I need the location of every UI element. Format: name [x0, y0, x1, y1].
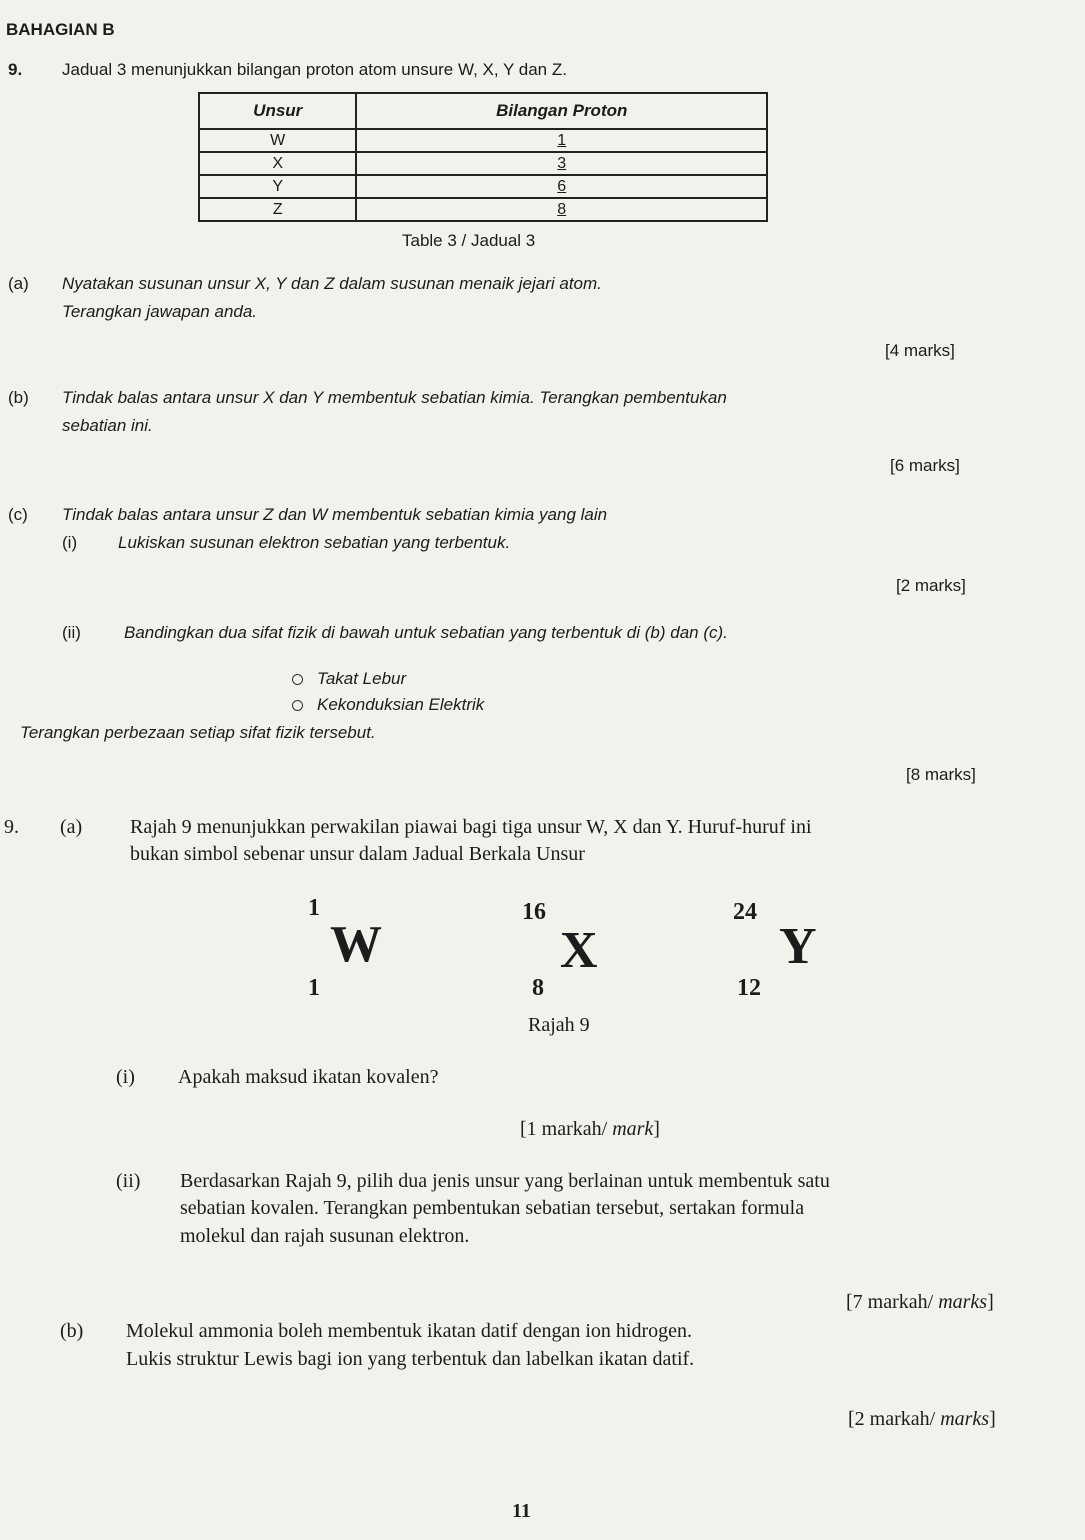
question-number: 9.	[4, 816, 19, 838]
part-cii-explain: Terangkan perbezaan setiap sifat fizik tersebut.	[20, 723, 376, 742]
question-number: 9.	[8, 60, 23, 79]
table-cell: Y	[199, 175, 356, 198]
part-a-label: (a)	[8, 274, 29, 293]
part-i-text: Apakah maksud ikatan kovalen?	[178, 1066, 439, 1088]
part-ci-text: Lukiskan susunan elektron sebatian yang terbentuk.	[118, 533, 511, 552]
section-title: BAHAGIAN B	[6, 20, 115, 39]
part-a-text: bukan simbol sebenar unsur dalam Jadual Berkala Unsur	[130, 843, 585, 865]
table-header: Unsur	[199, 93, 356, 129]
part-a-text: Rajah 9 menunjukkan perwakilan piawai bagi tiga unsur W, X dan Y. Huruf-huruf ini	[130, 816, 812, 838]
table-row	[199, 152, 767, 175]
part-ii-text: molekul dan rajah susunan elektron.	[180, 1225, 470, 1247]
table-row	[199, 198, 767, 221]
part-ii-label: (ii)	[116, 1170, 141, 1192]
table-row	[199, 129, 767, 152]
marks: [2 markah/ marks]	[848, 1408, 996, 1430]
marks: [2 marks]	[896, 576, 966, 595]
part-b-label: (b)	[60, 1320, 84, 1342]
table-cell: Z	[199, 198, 356, 221]
part-a-text: Nyatakan susunan unsur X, Y dan Z dalam susunan menaik jejari atom.	[62, 274, 602, 293]
page-number: 11	[512, 1500, 531, 1522]
table-cell: W	[199, 129, 356, 152]
table-cell: 3	[356, 152, 767, 175]
part-a-text: Terangkan jawapan anda.	[62, 302, 258, 321]
table-cell: X	[199, 152, 356, 175]
marks: [7 markah/ marks]	[846, 1291, 994, 1313]
part-ci-label: (i)	[62, 533, 78, 552]
part-c-text: Tindak balas antara unsur Z dan W membentuk sebatian kimia yang lain	[62, 505, 608, 524]
table-cell: 8	[356, 198, 767, 221]
bullet-item: Takat Lebur	[292, 669, 406, 689]
part-cii-text: Bandingkan dua sifat fizik di bawah untuk sebatian yang terbentuk di (b) dan (c).	[124, 623, 728, 642]
part-b-text: Tindak balas antara unsur X dan Y membentuk sebatian kimia. Terangkan pembentukan	[62, 388, 727, 407]
part-b-text: sebatian ini.	[62, 416, 153, 435]
table-row	[199, 175, 767, 198]
figure-caption: Rajah 9	[528, 1014, 590, 1036]
circle-bullet-icon	[292, 674, 303, 685]
table-header: Bilangan Proton	[356, 93, 767, 129]
part-cii-label: (ii)	[62, 623, 81, 642]
part-ii-text: sebatian kovalen. Terangkan pembentukan sebatian tersebut, sertakan formula	[180, 1197, 805, 1219]
part-c-label: (c)	[8, 505, 28, 524]
part-ii-text: Berdasarkan Rajah 9, pilih dua jenis unsur yang berlainan untuk membentuk satu	[180, 1170, 830, 1192]
question-intro: Jadual 3 menunjukkan bilangan proton atom unsure W, X, Y dan Z.	[62, 60, 567, 79]
part-i-label: (i)	[116, 1066, 135, 1088]
part-b-label: (b)	[8, 388, 29, 407]
bullet-item: Kekonduksian Elektrik	[292, 695, 484, 715]
table-cell: 6	[356, 175, 767, 198]
table-cell: 1	[356, 129, 767, 152]
marks: [1 markah/ mark]	[520, 1118, 660, 1140]
circle-bullet-icon	[292, 700, 303, 711]
part-b-text: Lukis struktur Lewis bagi ion yang terbentuk dan labelkan ikatan datif.	[126, 1348, 695, 1370]
part-a-label: (a)	[60, 816, 83, 838]
part-b-text: Molekul ammonia boleh membentuk ikatan datif dengan ion hidrogen.	[126, 1320, 692, 1342]
marks: [8 marks]	[906, 765, 976, 784]
proton-table	[198, 92, 768, 222]
table-caption: Table 3 / Jadual 3	[402, 231, 536, 250]
marks: [4 marks]	[885, 341, 955, 360]
marks: [6 marks]	[890, 456, 960, 475]
